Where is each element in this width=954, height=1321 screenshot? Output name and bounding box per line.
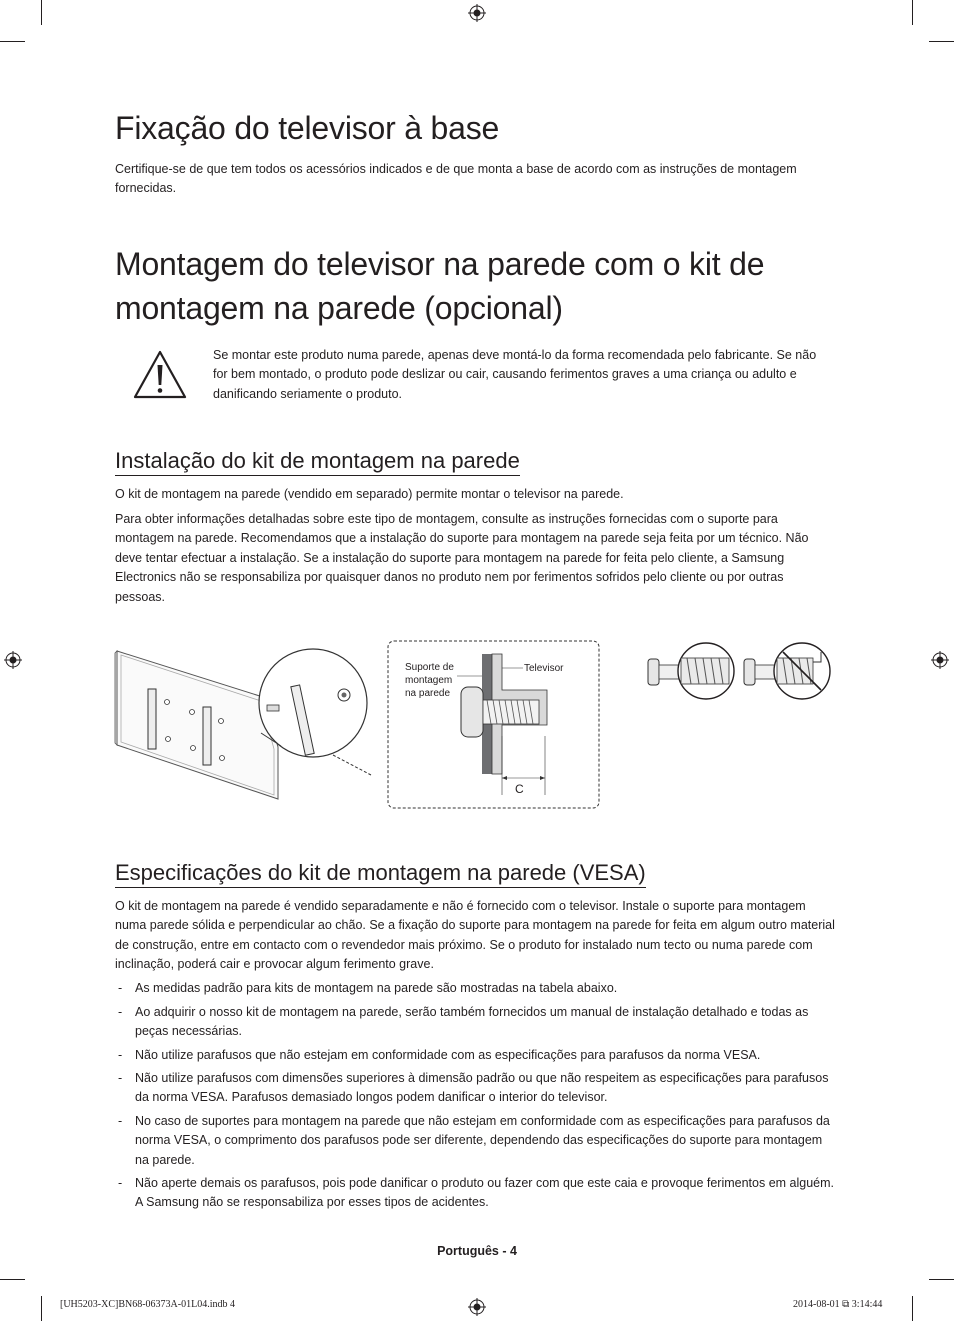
screw-icon [645,640,737,702]
especificacoes-para1: O kit de montagem na parede é vendido separadamente e não é fornecido com o televisor. Instale o suporte para montagem numa parede sólida e perpendicular ao chão. Se a fixação do suporte para montagem na parede for feita em algum outro material de construção, entre em contacto com o revendedor mais próximo. Se o produto for instalado num tecto ou numa parede com inclinação, poderá cair e provocar algum ferimento grave. [115,899,835,972]
registration-mark-icon [468,1298,486,1316]
heading-especificacoes: Especificações do kit de montagem na parede (VESA) [115,860,646,888]
bullet-text: Não aperte demais os parafusos, pois pode danificar o produto ou fazer com que este caia e provoque ferimentos em alguém. A Samsung não se responsabiliza por esses tipos de acidentes. [135,1176,835,1210]
bullet-dash: - [118,1114,123,1128]
heading-instalacao: Instalação do kit de montagem na parede [115,448,520,476]
label-bracket-line1: Suporte de [405,662,454,673]
crop-mark-bl-v [41,1296,42,1321]
list-item [115,1112,835,1170]
bullet-text: Não utilize parafusos com dimensões superiores à dimensão padrão ou que não respeitem as especificações para parafusos da norma VESA. Parafusos demasiado longos podem danificar o interior do televisor. [135,1071,829,1105]
crop-mark-tl-v [41,0,42,25]
bullet-dash: - [118,981,123,995]
list-item [115,1069,835,1108]
label-c: C [515,782,524,796]
crop-mark-br-v [912,1296,913,1321]
file-slug: [UH5203-XC]BN68-06373A-01L04.indb 4 [60,1299,235,1310]
warning-text: Se montar este produto numa parede, apenas deve montá-lo da forma recomendada pelo fabricante. Se não for bem montado, o produto pode deslizar ou cair, causando ferimentos graves a uma criança ou adulto e danificando seriamente o produto. [213,348,817,401]
heading-montagem-line1: Montagem do televisor na parede com o kit de [115,246,765,282]
bullet-dash: - [118,1071,123,1085]
bullet-text: No caso de suportes para montagem na parede que não estejam em conformidade com as especificações para parafusos da norma VESA, o comprimento dos parafusos pode ser diferente, dependendo das especificações do suporte para montagem na parede. [135,1114,830,1167]
list-item [115,1174,835,1213]
crop-mark-tr-v [912,0,913,25]
list-item [115,1046,835,1065]
registration-mark-icon [931,651,949,669]
list-item [115,979,835,998]
bullet-text: Não utilize parafusos que não estejam em conformidade com as especificações para parafusos da norma VESA. [135,1048,761,1062]
bullet-dash: - [118,1005,123,1019]
heading-montagem-line2: montagem na parede (opcional) [115,290,563,326]
heading-fixacao: Fixação do televisor à base [115,110,500,146]
label-bracket-line2: montagem [405,675,453,686]
warning-triangle-icon [132,349,188,401]
fixacao-body: Certifique-se de que tem todos os acessórios indicados e de que monta a base de acordo com as instruções de montagem fornecidas. [115,162,797,196]
instalacao-para1: O kit de montagem na parede (vendido em separado) permite montar o televisor na parede. [115,487,624,501]
instalacao-para2: Para obter informações detalhadas sobre este tipo de montagem, consulte as instruções fornecidas com o suporte para montagem na parede. Recomendamos que a instalação do suporte para montagem na parede seja feita por um técnico. Não deve tentar efectuar a instalação. Se a instalação do suporte para montagem na parede for feita pelo cliente, a Samsung Electronics não se responsabiliza por quaisquer danos no produto nem por ferimentos sofridos pelo cliente ou por outras pessoas. [115,512,809,604]
date-slug: 2014-08-01 ⧉ 3:14:44 [793,1299,883,1310]
crop-mark-br-h [929,1279,954,1280]
bullet-text: Ao adquirir o nosso kit de montagem na parede, serão também fornecidos um manual de instalação detalhado e todas as peças necessárias. [135,1005,809,1039]
label-bracket-line3: na parede [405,688,451,699]
tv-back-illustration [113,645,373,805]
bullet-dash: - [118,1048,123,1062]
bracket-section-diagram [387,640,600,809]
page-number-label: Português - 4 [437,1244,517,1258]
crop-mark-bl-h [0,1279,25,1280]
bullet-dash: - [118,1176,123,1190]
bullet-text: As medidas padrão para kits de montagem na parede são mostradas na tabela abaixo. [135,981,618,995]
no-screw-icon [741,640,833,702]
list-item [115,1003,835,1042]
registration-mark-icon [468,4,486,22]
crop-mark-tl-h [0,41,25,42]
crop-mark-tr-h [929,41,954,42]
registration-mark-icon [4,651,22,669]
label-televisor: Televisor [524,663,564,674]
